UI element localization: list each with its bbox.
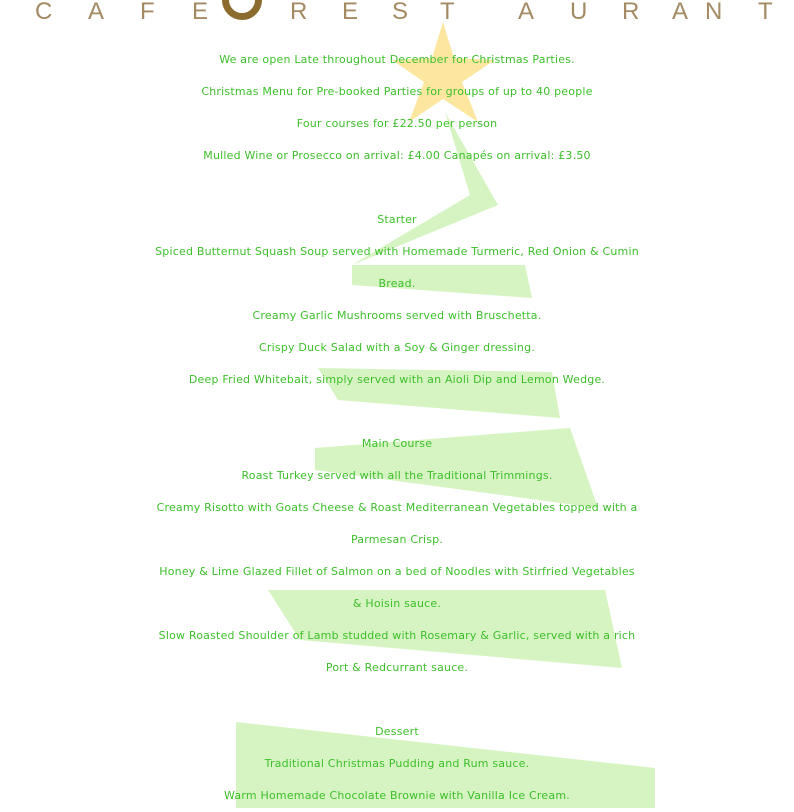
intro-line: Mulled Wine or Prosecco on arrival: £4.00 Canapés on arrival: £3.50 [203, 149, 591, 162]
menu-item: Port & Redcurrant sauce. [325, 661, 469, 674]
logo-letter: C [35, 0, 53, 25]
intro-line: We are open Late throughout December for Christmas Parties. [219, 53, 575, 66]
spacer [0, 172, 794, 204]
logo-letter: E [342, 0, 359, 25]
menu-item: Slow Roasted Shoulder of Lamb studded with Rosemary & Garlic, served with a rich [158, 629, 636, 642]
main-course-section [0, 428, 794, 684]
cafe-restaurant-logo [0, 0, 794, 28]
section-heading: Starter [377, 213, 417, 226]
menu-item: Honey & Lime Glazed Fillet of Salmon on a bed of Noodles with Stirfried Vegetables [159, 565, 635, 578]
intro-line: Christmas Menu for Pre-booked Parties for groups of up to 40 people [201, 85, 593, 98]
logo-letter: N [705, 0, 723, 25]
menu-item: & Hoisin sauce. [352, 597, 442, 610]
starter-section [0, 204, 794, 396]
logo-letter: T [758, 0, 773, 25]
menu-item: Parmesan Crisp. [350, 533, 444, 546]
menu-item: Creamy Garlic Mushrooms served with Bruschetta. [252, 309, 542, 322]
logo-letter: S [392, 0, 409, 25]
intro-line: Four courses for £22.50 per person [296, 117, 498, 130]
logo-letter: T [440, 0, 455, 25]
section-heading: Dessert [375, 725, 419, 738]
dessert-section [0, 716, 794, 812]
menu-item: Warm Homemade Chocolate Brownie with Vanilla Ice Cream. [224, 789, 570, 802]
logo-letter: A [88, 0, 105, 25]
intro-section [0, 44, 794, 172]
logo-letter: A [518, 0, 535, 25]
logo-letter: F [140, 0, 155, 25]
menu-item: Traditional Christmas Pudding and Rum sauce. [264, 757, 530, 770]
menu-item: Deep Fried Whitebait, simply served with an Aioli Dip and Lemon Wedge. [188, 373, 606, 386]
logo-letter: E [192, 0, 209, 25]
logo-letter: R [290, 0, 308, 25]
menu-item: Roast Turkey served with all the Traditional Trimmings. [241, 469, 553, 482]
menu-item: Bread. [378, 277, 416, 290]
section-heading: Main Course [361, 437, 433, 450]
christmas-menu [0, 44, 794, 812]
logo-letter: U [570, 0, 588, 25]
menu-item: Creamy Risotto with Goats Cheese & Roast Mediterranean Vegetables topped with a [156, 501, 638, 514]
spacer [0, 396, 794, 428]
logo-letter: R [622, 0, 640, 25]
menu-item: Crispy Duck Salad with a Soy & Ginger dressing. [259, 341, 535, 354]
spacer [0, 684, 794, 716]
logo-oval-icon [222, 0, 262, 20]
logo-letter: A [672, 0, 689, 25]
menu-item: Spiced Butternut Squash Soup served with Homemade Turmeric, Red Onion & Cumin [155, 245, 639, 258]
